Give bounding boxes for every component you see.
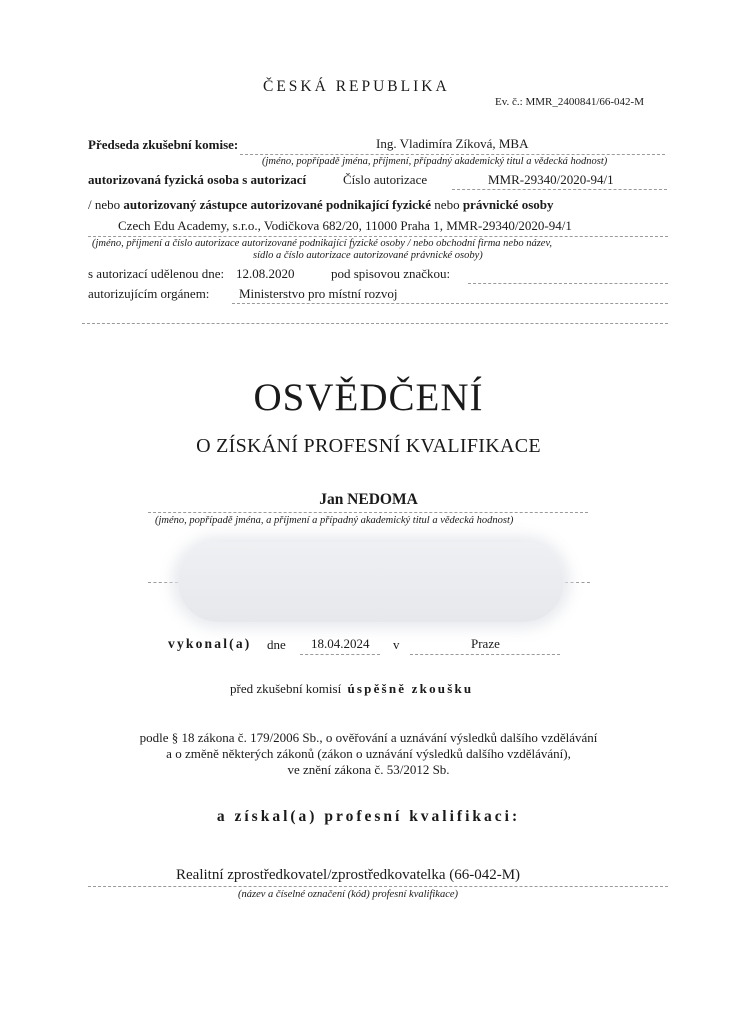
chair-name: Ing. Vladimíra Zíková, MBA: [376, 136, 529, 151]
authority-line: [232, 303, 668, 304]
law-line-1: podle § 18 zákona č. 179/2006 Sb., o ověřování a uznávání výsledků dalšího vzdělávání: [139, 730, 598, 745]
authorization-number-label: Číslo autorizace: [343, 172, 428, 187]
place-line: [410, 654, 560, 655]
representative-line: [88, 197, 553, 213]
chair-line: [240, 154, 665, 155]
qualification-hint: (název a číselné označení (kód) profesní kvalifikace): [238, 889, 459, 900]
exam-line: [230, 681, 473, 697]
authorized-person-label: autorizovaná fyzická osoba s autorizací: [88, 172, 307, 187]
qualification-line: [88, 886, 668, 887]
holder-line: [148, 512, 588, 513]
certificate-subtitle: O ZÍSKÁNÍ PROFESNÍ KVALIFIKACE: [196, 435, 541, 457]
representative-prefix: / nebo: [88, 197, 124, 212]
granted-label: s autorizací udělenou dne:: [88, 266, 225, 281]
authority-name: Ministerstvo pro místní rozvoj: [239, 286, 398, 301]
entity-hint-2: sídlo a číslo autorizace autorizované právnické osoby): [253, 250, 483, 261]
entity-text: Czech Edu Academy, s.r.o., Vodičkova 682/20, 11000 Praha 1, MMR-29340/2020-94/1: [118, 218, 572, 233]
exam-result: úspěšně zkoušku: [347, 681, 474, 696]
exam-place: Praze: [471, 636, 500, 651]
performed-label: vykonal(a): [168, 636, 252, 651]
file-ref-label: pod spisovou značkou:: [331, 266, 451, 281]
authorization-line: [452, 189, 667, 190]
law-line-2: a o změně některých zákonů (zákon o uznávání výsledků dalšího vzdělávání),: [166, 746, 571, 761]
authority-label: autorizujícím orgánem:: [88, 286, 210, 301]
representative-mid: nebo: [431, 197, 463, 212]
entity-line: [88, 236, 668, 237]
redacted-line-left: [148, 582, 178, 583]
exam-date: 18.04.2024: [311, 636, 370, 651]
representative-bold-1: autorizovaný zástupce autorizované podnikající fyzické: [123, 197, 432, 212]
chair-label: Předseda zkušební komise:: [88, 137, 239, 152]
evidence-number: Ev. č.: MMR_2400841/66-042-M: [495, 96, 645, 108]
holder-hint: (jméno, popřípadě jména, a příjmení a případný akademický titul a vědecká hodnost): [155, 515, 514, 526]
file-ref-line: [468, 283, 668, 284]
separator-line: [82, 323, 668, 324]
qualification-name: Realitní zprostředkovatel/zprostředkovatelka (66-042-M): [176, 867, 521, 883]
exam-prefix: před zkušební komisí: [230, 681, 342, 696]
date-line: [300, 654, 380, 655]
redacted-area: [178, 542, 564, 622]
date-label: dne: [267, 637, 286, 652]
redacted-line-right: [565, 582, 590, 583]
certificate-title: OSVĚDČENÍ: [253, 376, 484, 419]
chair-hint: (jméno, popřípadě jména, příjmení, případný akademický titul a vědecká hodnost): [262, 156, 608, 167]
entity-hint-1: (jméno, příjmení a číslo autorizace autorizované podnikající fyzické osoby / nebo obchodní firma nebo název,: [92, 238, 552, 249]
place-label: v: [393, 637, 400, 652]
country-heading: ČESKÁ REPUBLIKA: [263, 78, 450, 95]
representative-bold-2: právnické osoby: [462, 197, 554, 212]
law-line-3: ve znění zákona č. 53/2012 Sb.: [287, 762, 450, 777]
granted-date: 12.08.2020: [236, 266, 295, 281]
obtained-label: a získal(a) profesní kvalifikaci:: [216, 808, 521, 825]
authorization-number: MMR-29340/2020-94/1: [488, 172, 614, 187]
holder-name: Jan NEDOMA: [319, 491, 418, 508]
